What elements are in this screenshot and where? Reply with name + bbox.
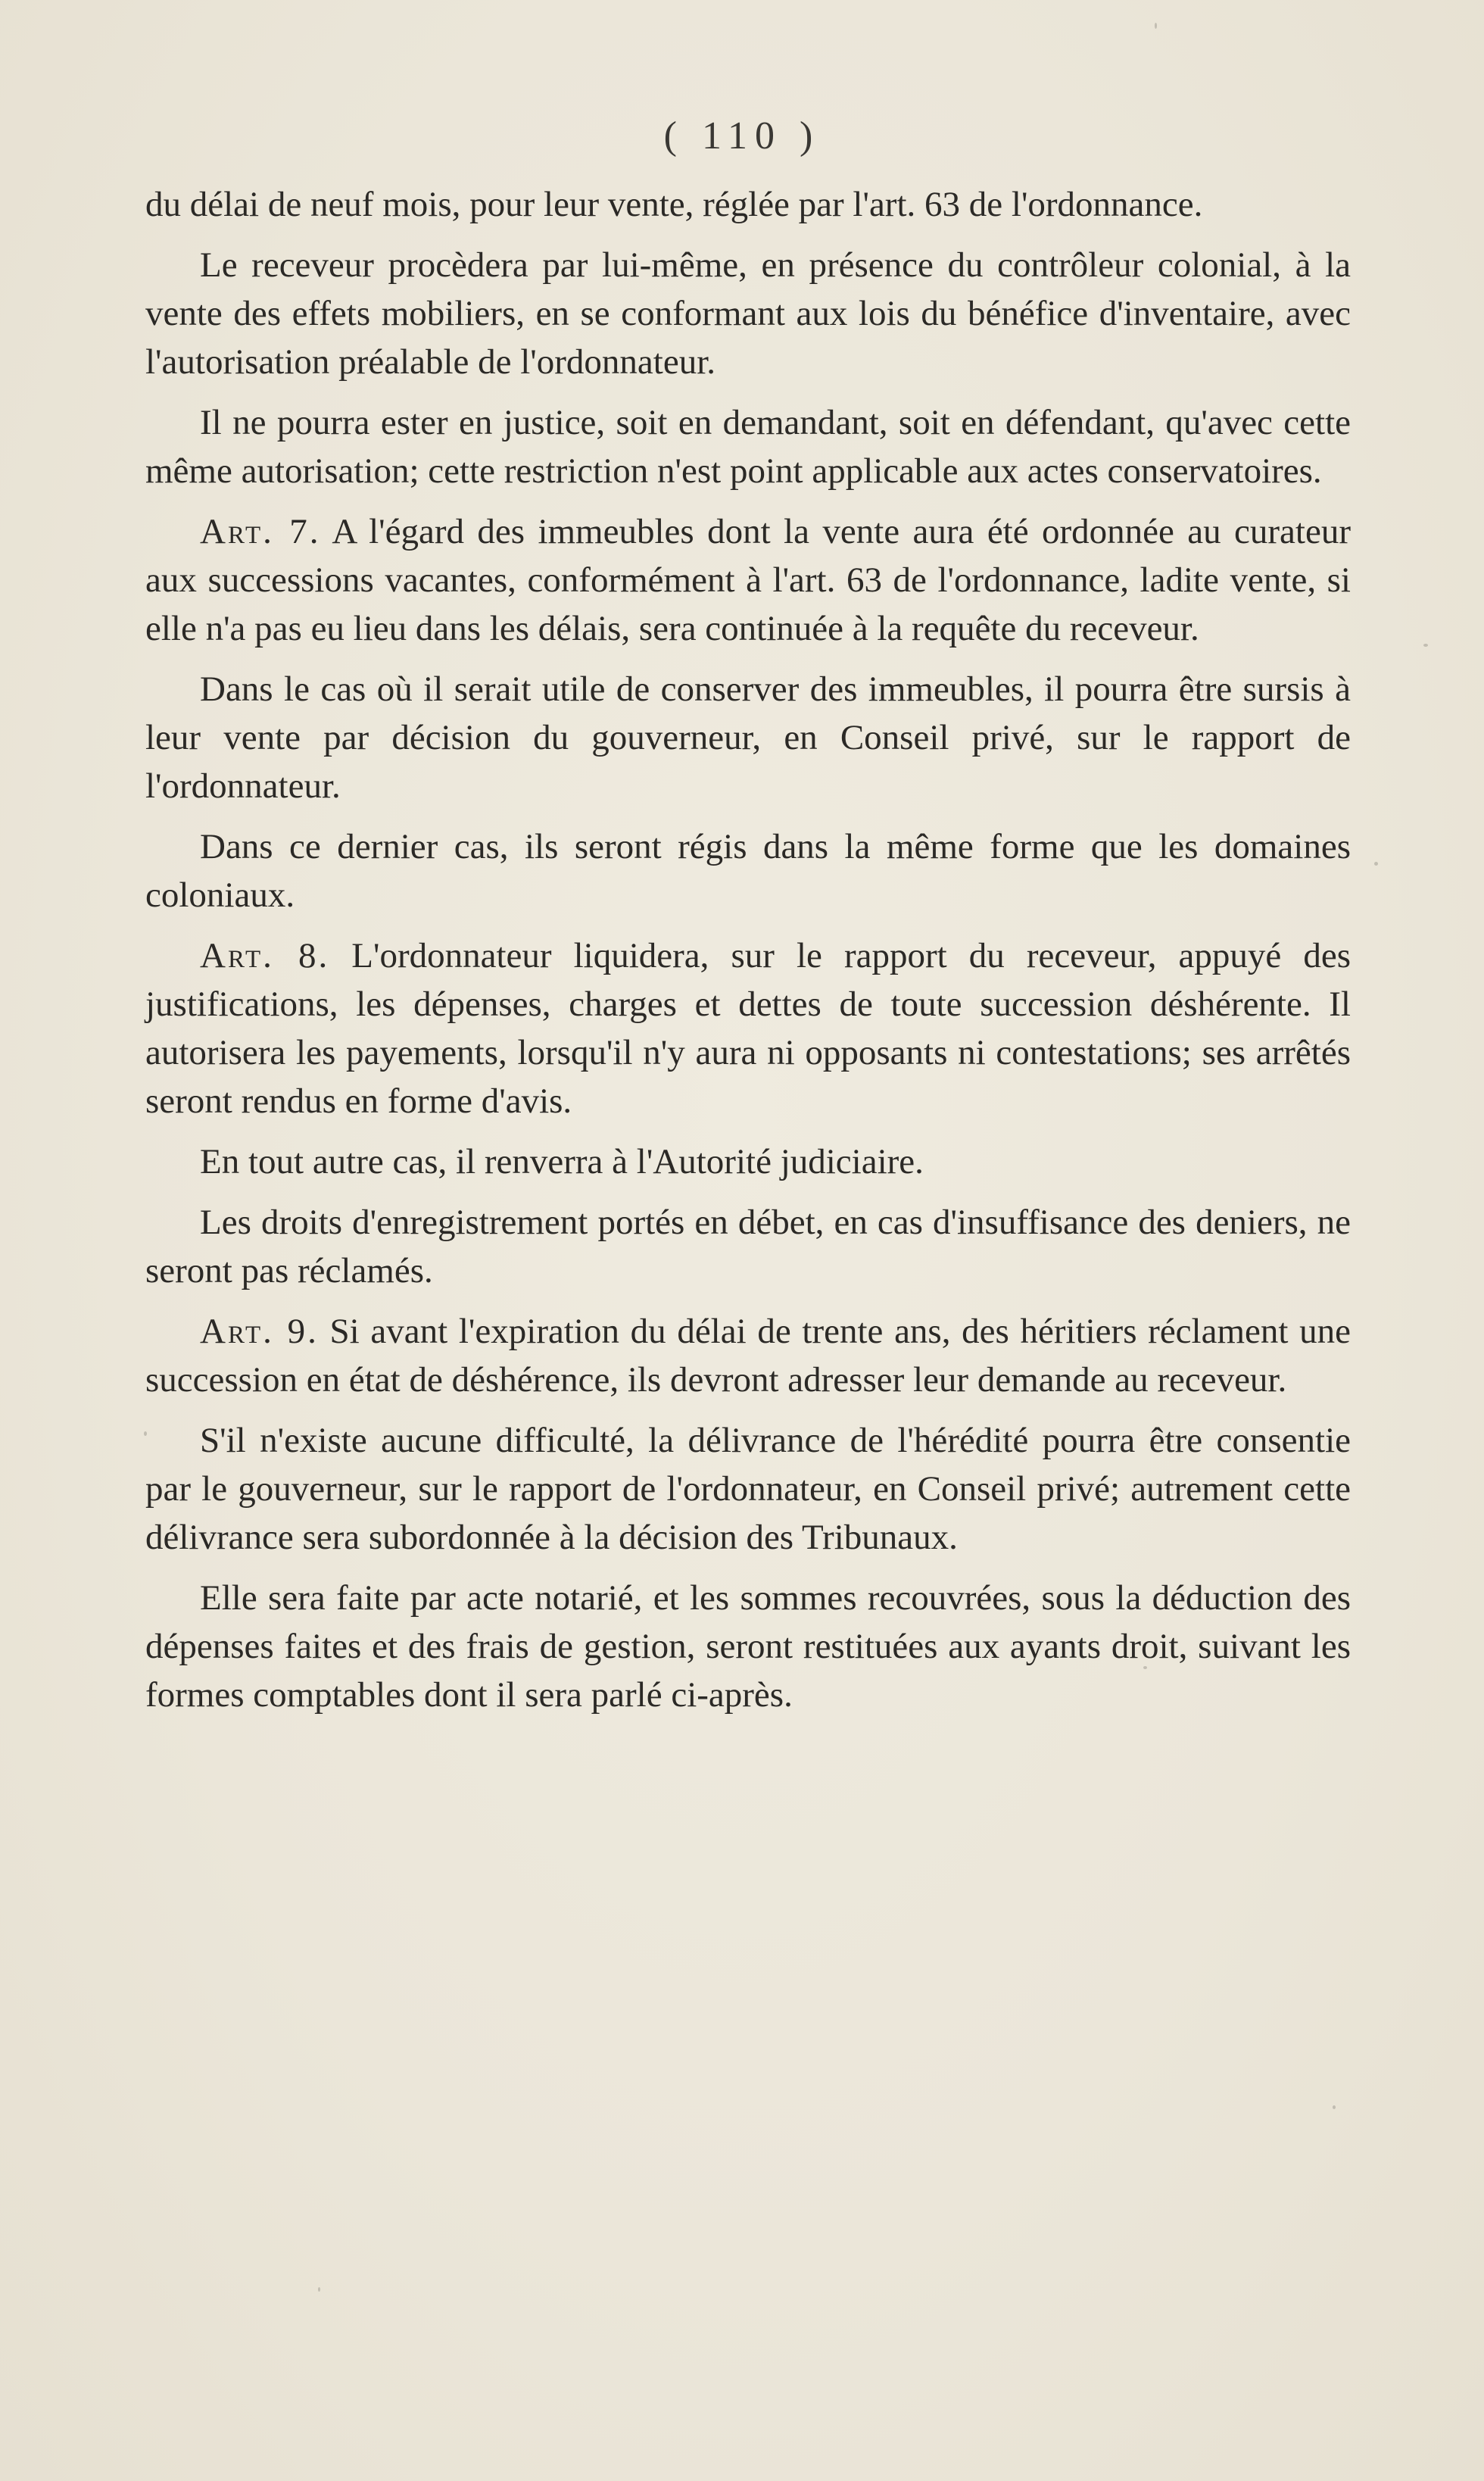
paragraph-text: S'il n'existe aucune difficulté, la délivrance de l'hérédité pourra être consentie par le gouverneur, sur le rapport de l'ordonnateur, en Conseil privé; autrement cette délivrance sera subordonnée à la décision des Tribunaux. bbox=[145, 1421, 1351, 1557]
paper-speck bbox=[1333, 2105, 1336, 2109]
paper-speck bbox=[144, 1431, 147, 1436]
paragraph-text: Dans le cas où il serait utile de conserver des immeubles, il pourra être sursis à leur vente par décision du gouverneur, en Conseil privé, sur le rapport de l'ordonnateur. bbox=[145, 669, 1351, 806]
paper-speck bbox=[1143, 1666, 1147, 1669]
paper-speck bbox=[1423, 644, 1428, 647]
paragraph-text: Les droits d'enregistrement portés en débet, en cas d'insuffisance des deniers, ne seront pas réclamés. bbox=[145, 1203, 1351, 1290]
paragraph-text: Dans ce dernier cas, ils seront régis dans la même forme que les domaines coloniaux. bbox=[145, 827, 1351, 915]
article-label: Art. 9. bbox=[200, 1312, 319, 1351]
body-text bbox=[145, 180, 1351, 1731]
paragraph-text: En tout autre cas, il renverra à l'Autorité judiciaire. bbox=[200, 1142, 924, 1181]
paragraph bbox=[145, 1138, 1351, 1186]
paragraph-text: Le receveur procèdera par lui-même, en présence du contrôleur colonial, à la vente des effets mobiliers, en se conformant aux lois du bénéfice d'inventaire, avec l'autorisation préalable de l'ordonnateur. bbox=[145, 245, 1351, 382]
article-paragraph bbox=[145, 1307, 1351, 1404]
page-number: ( 110 ) bbox=[663, 114, 821, 158]
paper-speck bbox=[1155, 23, 1157, 29]
paragraph bbox=[145, 1574, 1351, 1719]
paragraph bbox=[145, 241, 1351, 386]
paragraph bbox=[145, 180, 1351, 229]
paragraph bbox=[145, 1416, 1351, 1562]
article-paragraph bbox=[145, 932, 1351, 1125]
paragraph bbox=[145, 665, 1351, 810]
paragraph bbox=[145, 1198, 1351, 1295]
paragraph-text: Elle sera faite par acte notarié, et les sommes recouvrées, sous la déduction des dépenses faites et des frais de gestion, seront restituées aux ayants droit, suivant les formes comptables dont il sera parlé ci-après. bbox=[145, 1578, 1351, 1715]
paragraph bbox=[145, 822, 1351, 919]
paragraph bbox=[145, 398, 1351, 495]
paragraph-text: L'ordonnateur liquidera, sur le rapport du receveur, appuyé des justifications, les dépenses, charges et dettes de toute succession déshérente. Il autorisera les payements, lorsqu'il n'y aura ni opposants ni contestations; ses arrêtés seront rendus en forme d'avis. bbox=[145, 936, 1351, 1121]
paragraph-text: du délai de neuf mois, pour leur vente, réglée par l'art. 63 de l'ordonnance. bbox=[145, 185, 1203, 224]
article-paragraph bbox=[145, 507, 1351, 653]
paragraph-text: A l'égard des immeubles dont la vente aura été ordonnée au curateur aux successions vacantes, conformément à l'art. 63 de l'ordonnance, ladite vente, si elle n'a pas eu lieu dans les délais, sera continuée à la requête du receveur. bbox=[145, 512, 1351, 648]
paper-speck bbox=[318, 2287, 320, 2292]
article-label: Art. 8. bbox=[200, 936, 330, 975]
article-label: Art. 7. bbox=[200, 512, 321, 551]
paper-speck bbox=[1374, 862, 1378, 866]
paragraph-text: Si avant l'expiration du délai de trente ans, des héritiers réclament une succession en état de déshérence, ils devront adresser leur demande au receveur. bbox=[145, 1312, 1351, 1400]
paragraph-text: Il ne pourra ester en justice, soit en demandant, soit en défendant, qu'avec cette même autorisation; cette restriction n'est point applicable aux actes conservatoires. bbox=[145, 403, 1351, 491]
